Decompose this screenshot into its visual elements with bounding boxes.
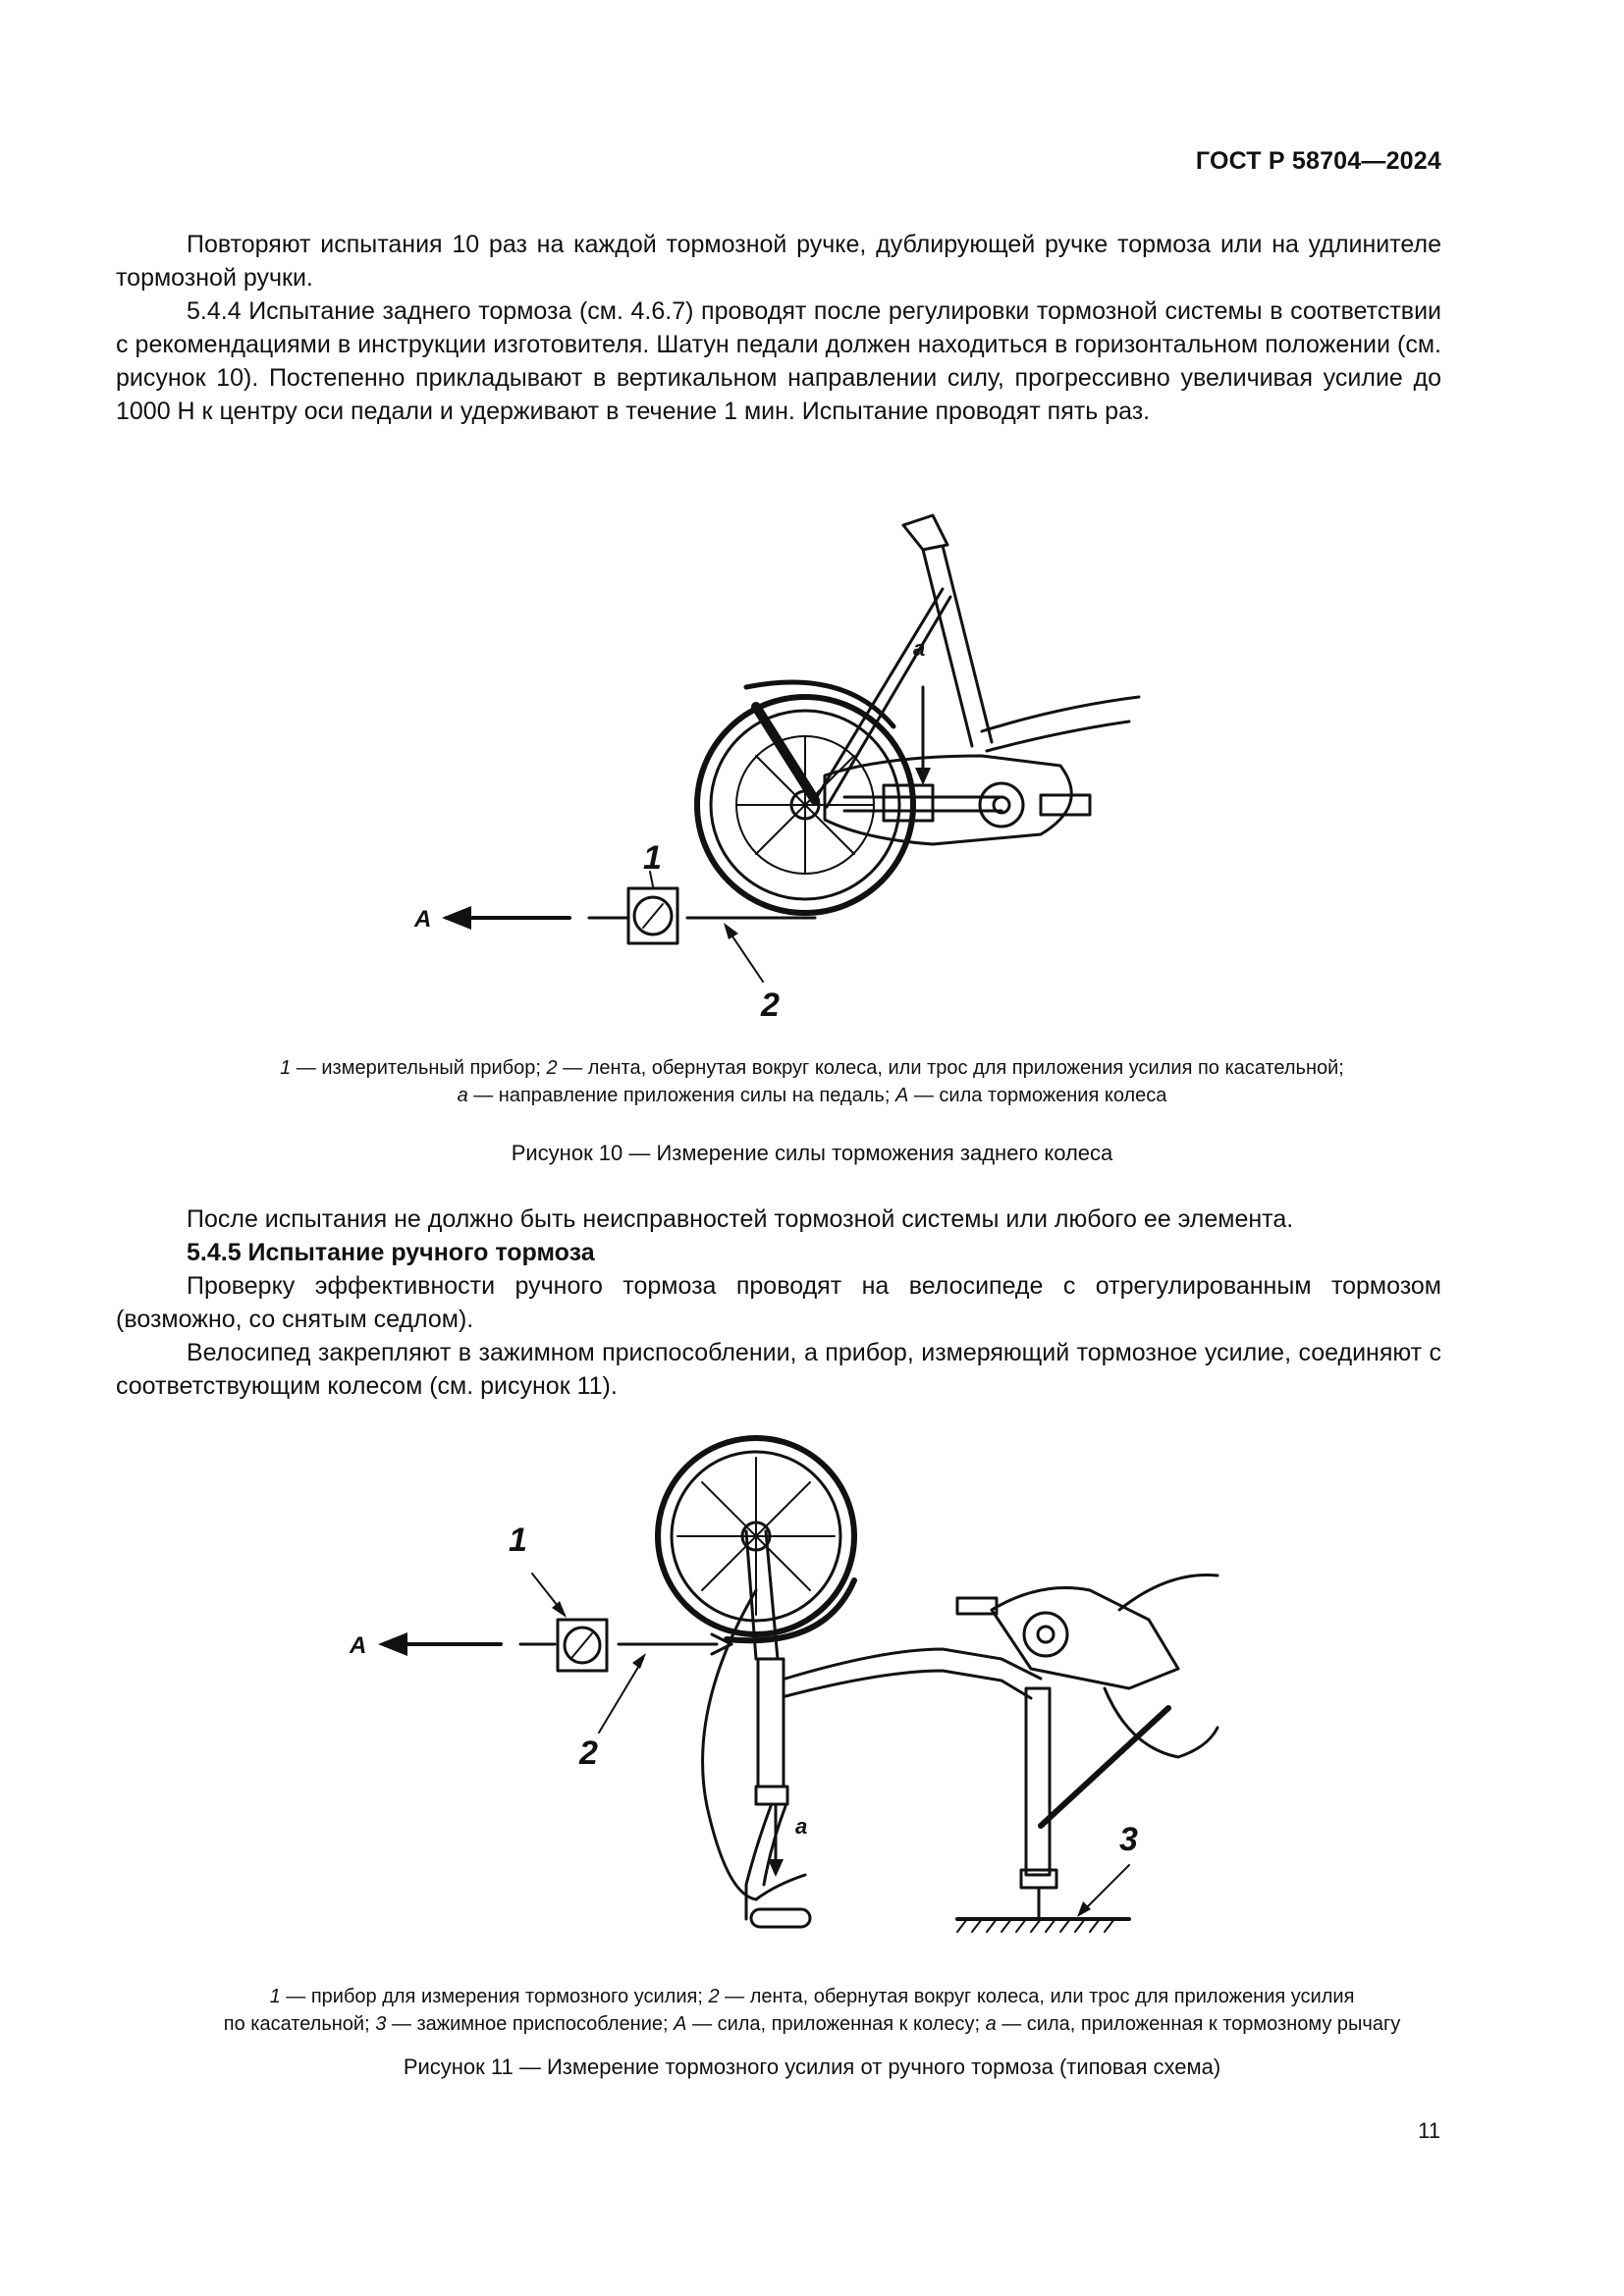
arrow-a-head <box>915 768 931 785</box>
figure-10-caption: Рисунок 10 — Измерение силы торможения заднего колеса <box>511 1141 1113 1165</box>
fig11-label-a: a <box>795 1814 808 1839</box>
pedal <box>884 785 933 821</box>
fig10-label-a: a <box>913 636 926 661</box>
arrow-A-head <box>442 906 471 930</box>
fig11-label-2: 2 <box>579 1735 598 1772</box>
figure-11-legend: 1 — прибор для измерения тормозного усилия; 2 — лента, обернутая вокруг колеса, или трос для приложения усилия по касательной; 3 — зажимное приспособление; A — сила, приложенная к колесу; a — сила, приложенная к тормозному рычагу <box>223 1986 1401 2035</box>
paragraph-hand-brake-check: Проверку эффективности ручного тормоза проводят на велосипеде с отрегулированным тормозом (возможно, со снятым седлом). <box>116 1272 1441 1333</box>
fig11-label-1: 1 <box>509 1522 527 1559</box>
fig10-label-2: 2 <box>761 987 780 1024</box>
document-header: ГОСТ Р 58704—2024 <box>1195 147 1441 175</box>
figure-10-drawing <box>393 491 1178 1041</box>
figure-10-legend: 1 — измерительный прибор; 2 — лента, обернутая вокруг колеса, или трос для приложения усилия по касательной; a — направление приложения силы на педаль; A — сила торможения колеса <box>280 1057 1344 1106</box>
paragraph-5-4-4: 5.4.4 Испытание заднего тормоза (см. 4.6.7) проводят после регулировки тормозной системы в соответствии с рекомендациями в инструкции изготовителя. Шатун педали должен находиться в горизонтальном положении (см. рисунок 10). Постепенно прикладывают в вертикальном направлении силу, прогрессивно увеличивая усилие до 1000 Н к центру оси педали и удерживают в течение 1 мин. Испытание проводят пять раз. <box>116 297 1441 425</box>
figure-11-caption: Рисунок 11 — Измерение тормозного усилия от ручного тормоза (типовая схема) <box>403 2055 1221 2079</box>
fig10-label-A: A <box>414 906 432 933</box>
heading-5-4-5: 5.4.5 Испытание ручного тормоза <box>187 1239 595 1266</box>
page-number: 11 <box>1418 2118 1440 2143</box>
fig11-label-A: A <box>350 1632 367 1659</box>
paragraph-repeat-tests: Повторяют испытания 10 раз на каждой тормозной ручке, дублирующей ручке тормоза или на удлинителе тормозной ручки. <box>116 231 1441 292</box>
handlebar-grip <box>751 1909 810 1927</box>
fig10-label-1: 1 <box>643 839 662 877</box>
paragraph-fixture: Велосипед закрепляют в зажимном приспособлении, а прибор, измеряющий тормозное усилие, соединяют с соответствующим колесом (см. рисунок 11). <box>116 1339 1441 1400</box>
paragraph-after-test: После испытания не должно быть неисправностей тормозной системы или любого ее элемента. <box>187 1205 1294 1233</box>
fig11-label-3: 3 <box>1119 1821 1138 1858</box>
figure-11-drawing <box>334 1423 1276 1968</box>
crank-sprocket <box>980 783 1023 827</box>
